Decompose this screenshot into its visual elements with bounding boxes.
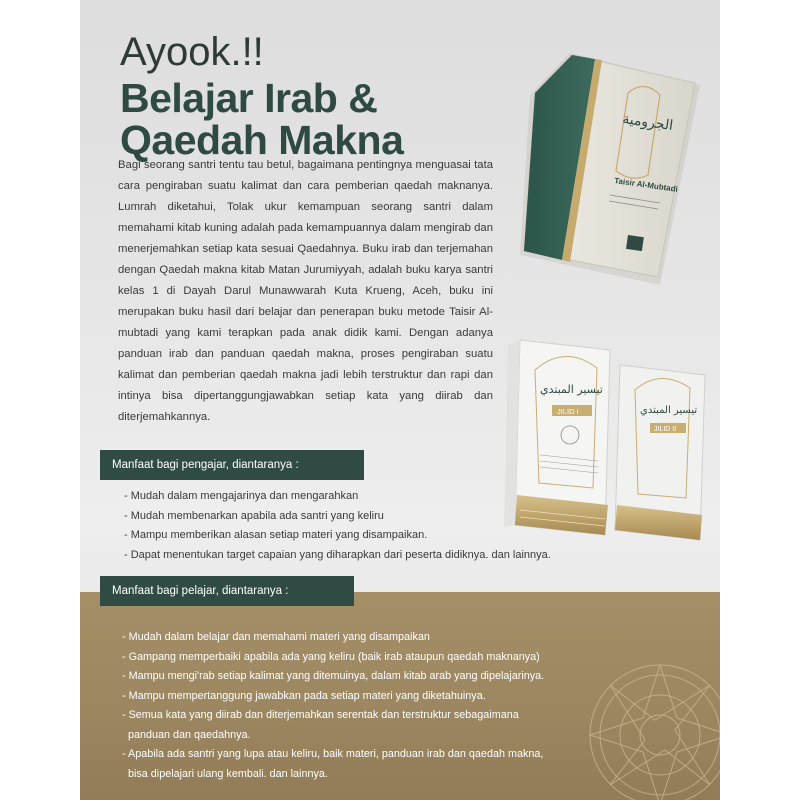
list-item: - Semua kata yang diirab dan diterjemahkan serentak dan terstruktur sebagaimana [122, 709, 519, 721]
book-small-2-arabic: تيسير المبتدي [640, 405, 698, 416]
list-item: - Mudah dalam mengajarinya dan mengarahkan [124, 490, 359, 502]
section-header-pelajar: Manfaat bagi pelajar, diantaranya : [100, 576, 354, 606]
book-main-illustration [510, 45, 700, 285]
list-item: - Mampu mengi'rab setiap kalimat yang ditemuinya, dalam kitab arab yang dipelajarinya. [122, 670, 545, 682]
book-main-arabic-title: الجرومية [621, 111, 675, 135]
list-item: - Apabila ada santri yang lupa atau keliru, baik materi, panduan irab dan qaedah makna, [122, 748, 544, 760]
list-item: - Mudah membenarkan apabila ada santri yang keliru [124, 509, 384, 522]
book-small-1-volume: JILID I [557, 407, 579, 416]
headline-line-1: Ayook.!! [120, 30, 264, 74]
list-pengajar [124, 487, 684, 565]
headline-line-2: Belajar Irab & [120, 75, 378, 121]
book-small-2-volume: JILID II [654, 426, 677, 433]
list-item: panduan dan qaedahnya. [128, 728, 251, 741]
section-header-pengajar: Manfaat bagi pengajar, diantaranya : [100, 450, 364, 480]
list-item: - Gampang memperbaiki apabila ada yang keliru (baik irab ataupun qaedah maknanya) [122, 650, 540, 663]
left-margin [0, 0, 80, 800]
right-margin [720, 0, 800, 800]
intro-paragraph: Bagi seorang santri tentu tau betul, bagaimana pentingnya menguasai tata cara pengiraban suatu kalimat dan cara pemberian qaedah maknanya. Lumrah diketahui, Tolak ukur kemampuan seorang santri dalam memahami kitab kuning adalah pada kemampuannya dalam mengirab dan menerjemahkan setiap kata sesuai Qaedahnya. Buku irab dan terjemahan dengan Qaedah makna kitab Matan Jurumiyyah, adalah buku karya santri kelas 1 di Dayah Darul Munawwarah Kuta Krueng, Aceh, buku ini merupakan buku hasil dari belajar dan penerapan buku metode Taisir Al-mubtadi yang kami terapkan pada anak didik kami. Dengan adanya panduan irab dan panduan qaedah makna, proses pengiraban suatu kalimat dan pemberian qaedah makna jadi lebih terstruktur dan rapi dan intinya bisa dipertanggungjawabkan setiap kata yang diirab dan diterjemahkannya. [118, 159, 493, 423]
headline-line-3: Qaedah Makna [120, 117, 404, 163]
list-item: bisa dipelajari ulang kembali. dan lainnya. [128, 767, 328, 780]
list-item: - Mampu memberikan alasan setiap materi yang disampaikan. [124, 529, 428, 541]
book-main-subtitle: Taisir Al-Mubtadi [613, 176, 679, 194]
list-item: - Dapat menentukan target capaian yang diharapkan dari peserta didiknya. dan lainnya. [124, 548, 551, 561]
list-item: - Mudah dalam belajar dan memahami materi yang disampaikan [122, 631, 430, 643]
ornament-mandala-icon [585, 660, 720, 800]
poster [80, 0, 720, 800]
book-small-1-arabic: تيسير المبتدي [540, 383, 603, 396]
list-item: - Mampu mempertanggung jawabkan pada setiap materi yang diketahuinya. [122, 689, 486, 702]
